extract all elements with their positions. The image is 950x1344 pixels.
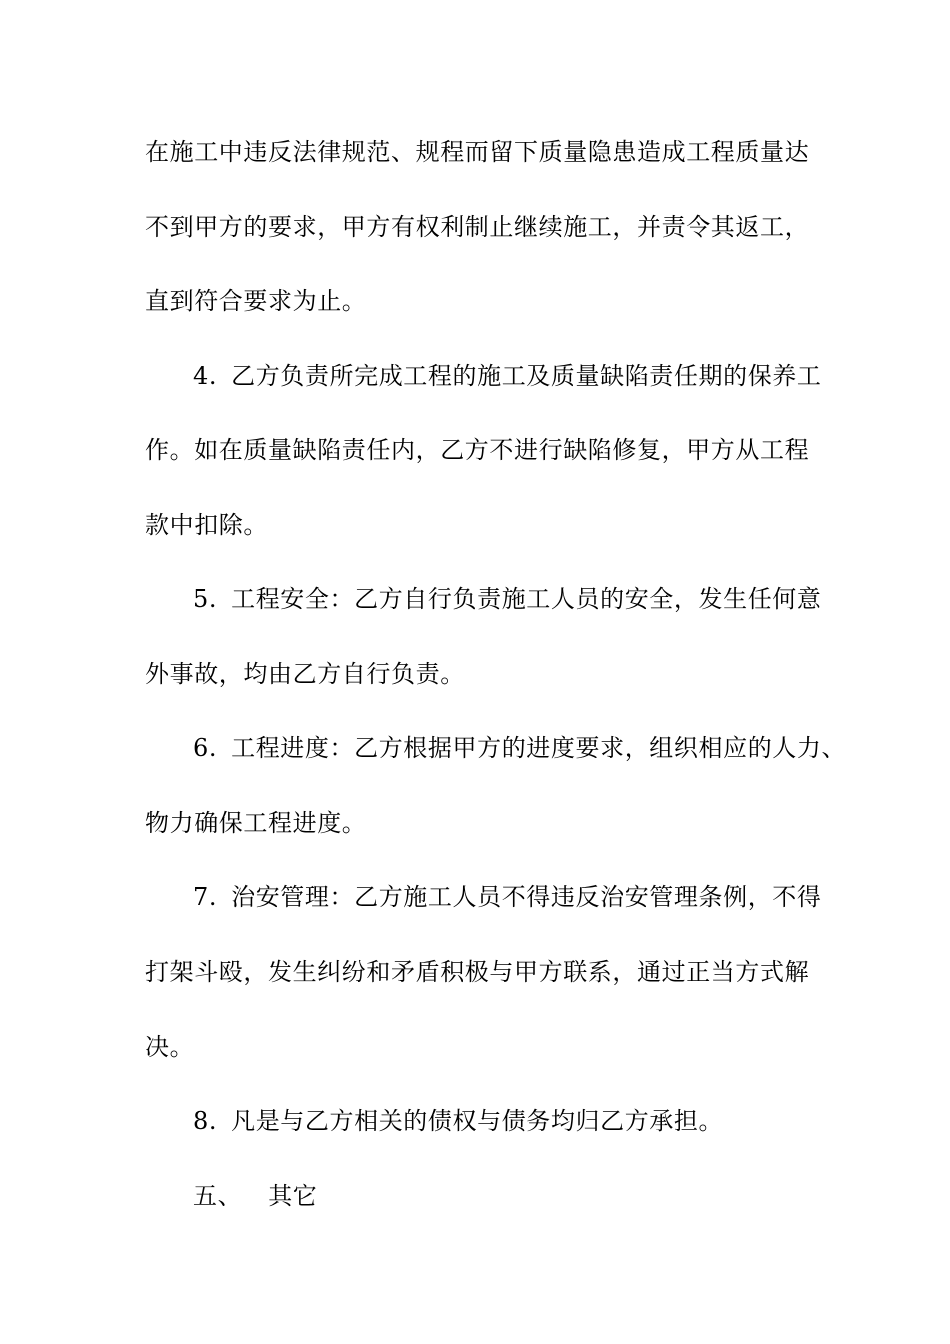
text-line bbox=[145, 956, 809, 988]
line-text: 打架斗殴，发生纠纷和矛盾积极与甲方联系，通过正当方式解 bbox=[145, 958, 810, 986]
text-line bbox=[145, 211, 809, 243]
line-text: 作。如在质量缺陷责任内，乙方不进行缺陷修复，甲方从工程 bbox=[145, 436, 810, 464]
text-line bbox=[145, 807, 366, 839]
line-text: 凡是与乙方相关的债权与债务均归乙方承担。 bbox=[231, 1107, 724, 1135]
section-heading-other bbox=[193, 1180, 317, 1212]
line-text: 工程安全：乙方自行负责施工人员的安全，发生任何意 bbox=[231, 585, 822, 613]
line-text: 款中扣除。 bbox=[145, 511, 268, 539]
line-text: 不到甲方的要求，甲方有权利制止继续施工，并责令其返工， bbox=[145, 213, 810, 241]
section-number: 五、 bbox=[193, 1182, 243, 1210]
line-text: 乙方负责所完成工程的施工及质量缺陷责任期的保养工 bbox=[231, 362, 822, 390]
paragraph-item-4 bbox=[193, 360, 822, 392]
text-line bbox=[145, 509, 268, 541]
text-line bbox=[145, 1031, 194, 1063]
paragraph-item-6 bbox=[193, 732, 846, 764]
item-number: 5. bbox=[193, 585, 218, 613]
section-title: 其它 bbox=[268, 1182, 318, 1210]
item-number: 8. bbox=[193, 1107, 218, 1135]
line-text: 在施工中违反法律规范、规程而留下质量隐患造成工程质量达 bbox=[145, 138, 810, 166]
item-number: 4. bbox=[193, 362, 218, 390]
paragraph-item-5 bbox=[193, 583, 822, 615]
line-text: 治安管理：乙方施工人员不得违反治安管理条例，不得 bbox=[231, 883, 822, 911]
line-text: 工程进度：乙方根据甲方的进度要求，组织相应的人力、 bbox=[231, 734, 847, 762]
text-line bbox=[145, 434, 809, 466]
text-line bbox=[145, 658, 465, 690]
text-line bbox=[145, 136, 809, 168]
text-line bbox=[145, 285, 366, 317]
item-number: 6. bbox=[193, 734, 218, 762]
paragraph-item-8 bbox=[193, 1105, 723, 1137]
line-text: 直到符合要求为止。 bbox=[145, 287, 367, 315]
line-text: 决。 bbox=[145, 1033, 195, 1061]
line-text: 物力确保工程进度。 bbox=[145, 809, 367, 837]
paragraph-item-7 bbox=[193, 881, 822, 913]
item-number: 7. bbox=[193, 883, 218, 911]
line-text: 外事故，均由乙方自行负责。 bbox=[145, 660, 465, 688]
